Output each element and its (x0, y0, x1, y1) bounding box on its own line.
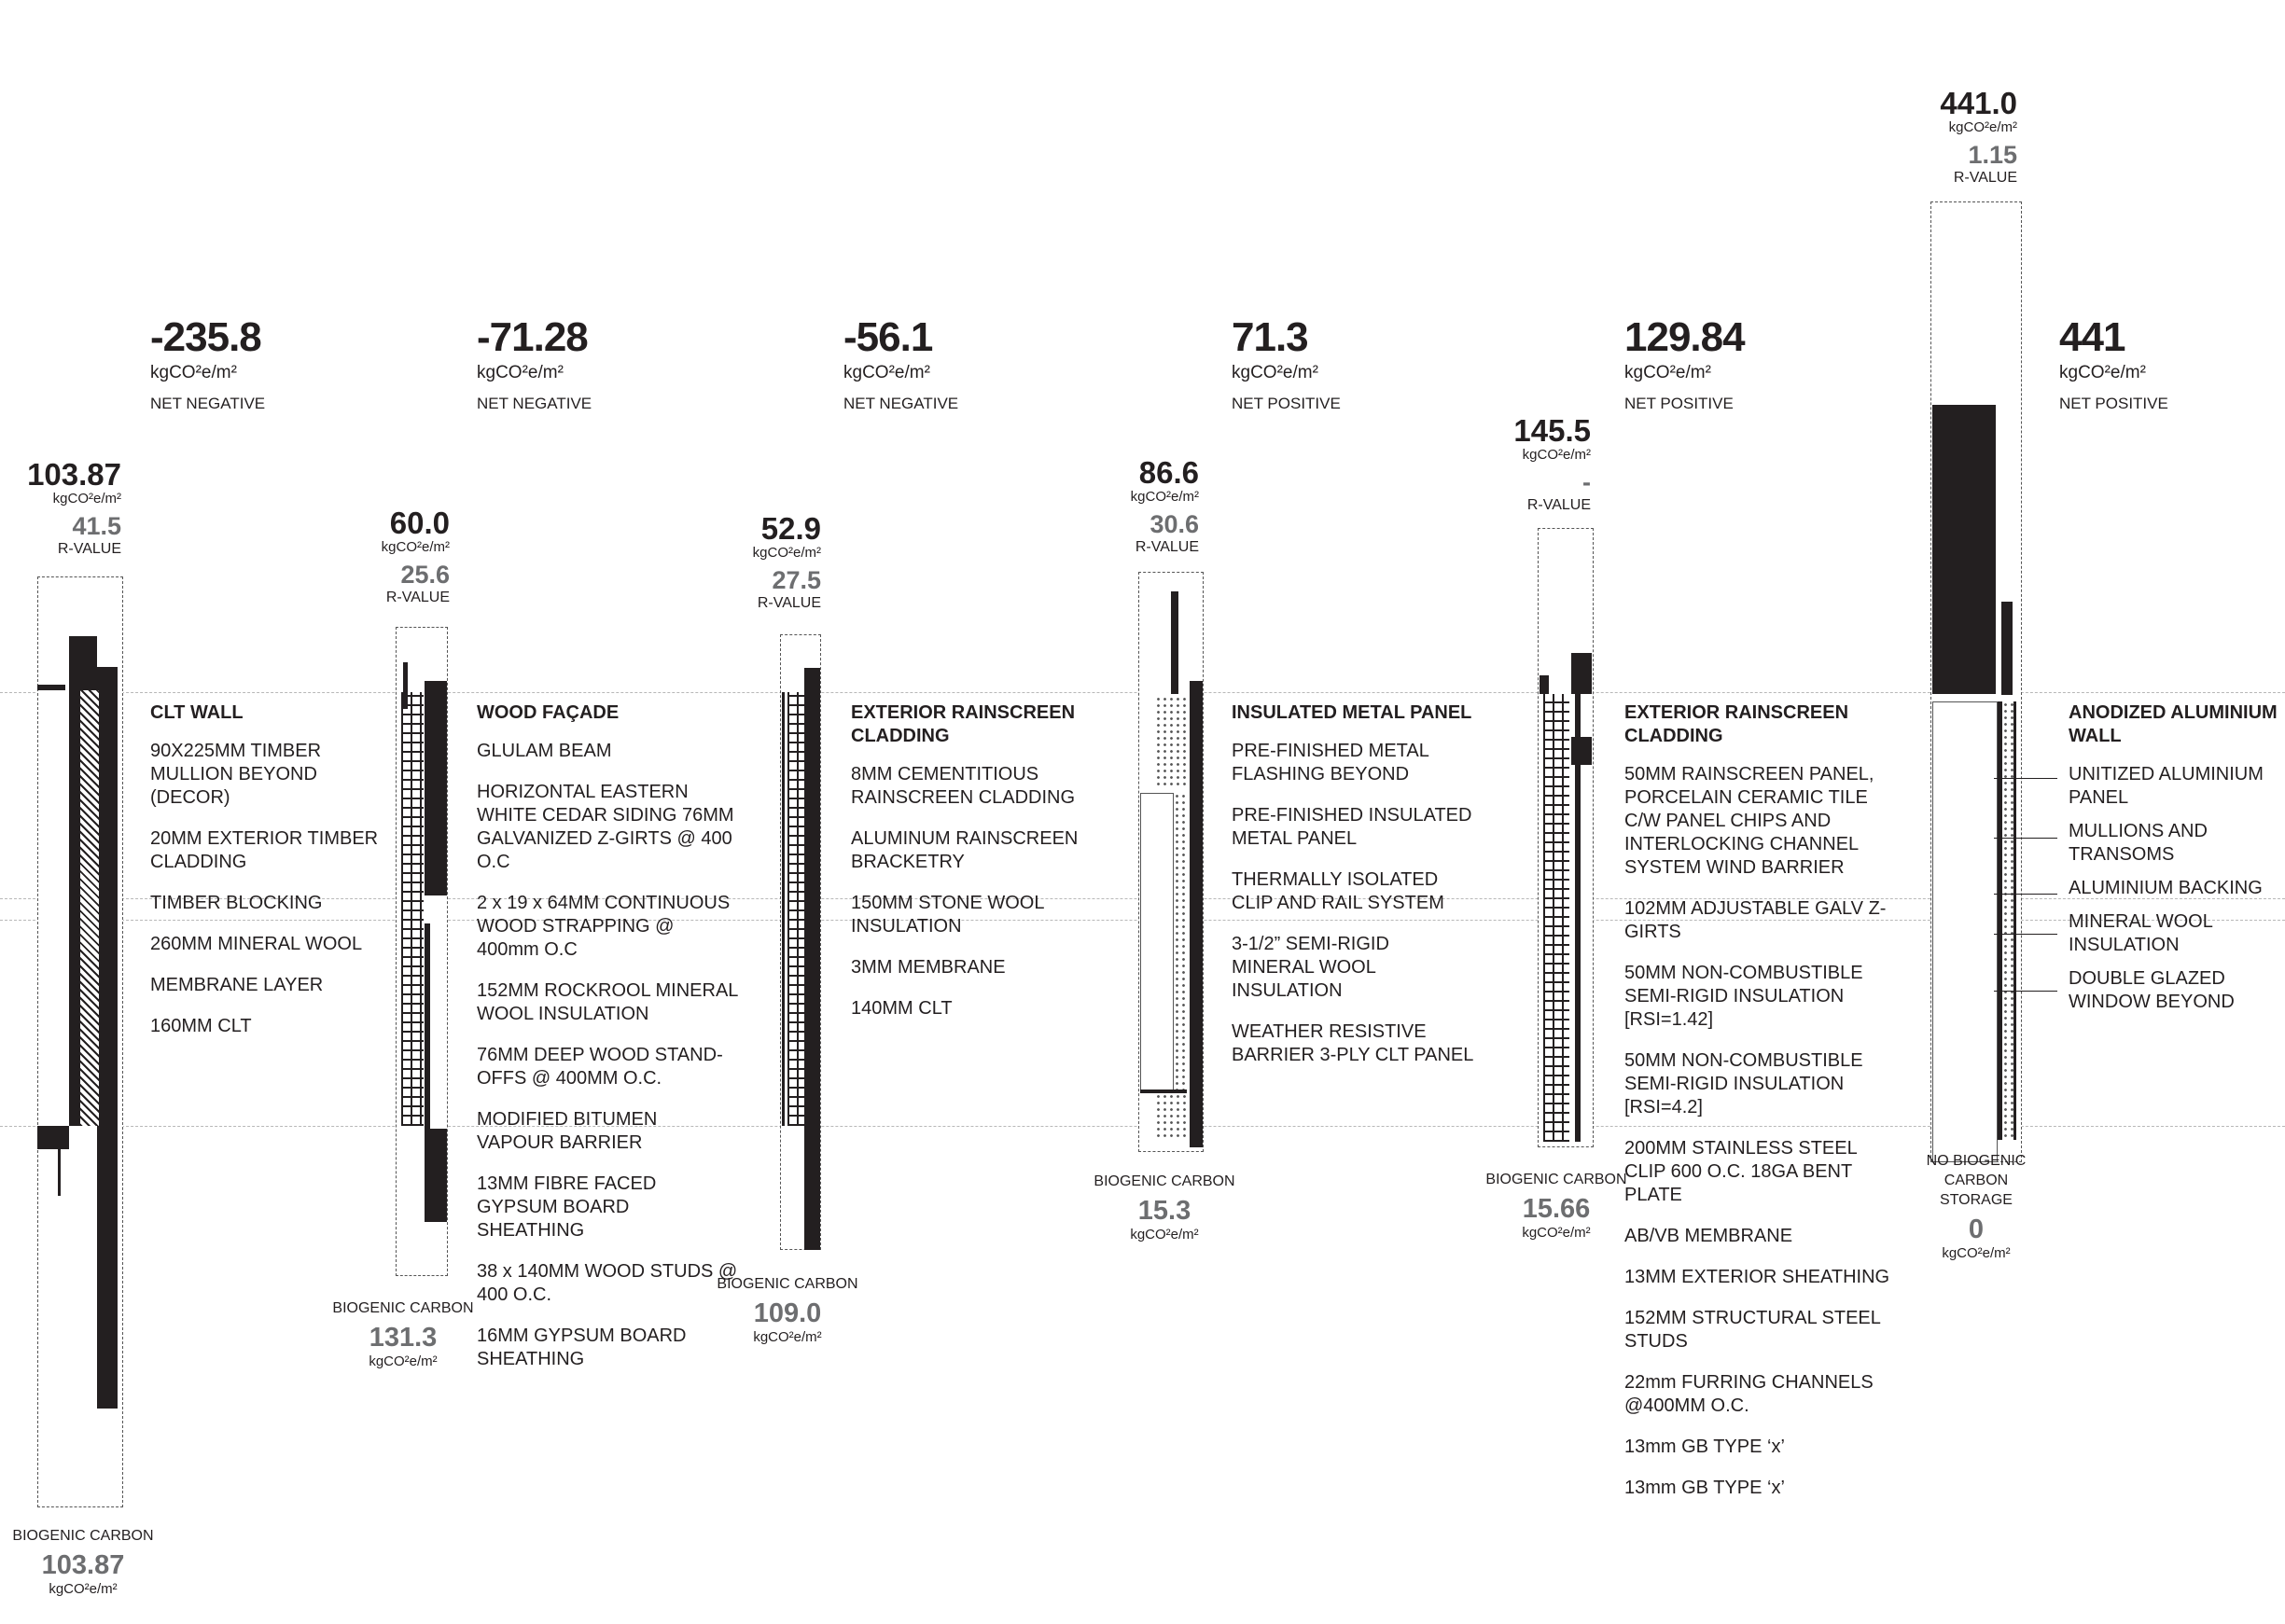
net-value: -235.8 (150, 314, 261, 360)
layer-item: 22mm FURRING CHANNELS @400MM O.C. (1624, 1372, 1874, 1416)
layer-item: 13MM EXTERIOR SHEATHING (1624, 1267, 1890, 1287)
embodied-unit: kgCO²e/m² (1130, 489, 1199, 505)
embodied-value: 60.0 (389, 506, 450, 540)
layer-item: ALUMINUM RAINSCREEN BRACKETRY (851, 828, 1079, 872)
layer-item: 140MM CLT (851, 998, 953, 1019)
net-value: 441 (2059, 314, 2125, 360)
layer-item: MODIFIED BITUMEN VAPOUR BARRIER (477, 1109, 658, 1153)
layer-item: 152MM ROCKROOL MINERAL WOOL INSULATION (477, 980, 738, 1024)
layer-item: 76MM DEEP WOOD STAND-OFFS @ 400MM O.C. (477, 1045, 723, 1089)
r-value-label: R-VALUE (1135, 539, 1199, 555)
net-status: NET POSITIVE (2059, 395, 2168, 412)
layer-list (1232, 701, 1474, 1085)
r-value: 41.5 (72, 512, 121, 540)
layer-item: 50MM NON-COMBUSTIBLE SEMI-RIGID INSULATION [RSI=1.42] (1624, 963, 1863, 1030)
layer-item: 50MM RAINSCREEN PANEL, PORCELAIN CERAMIC TILE C/W PANEL CHIPS AND INTERLOCKING CHANNEL SYSTEM WIND BARRIER (1624, 764, 1874, 878)
layer-list (477, 701, 738, 1389)
layer-item: 3MM MEMBRANE (851, 957, 1006, 978)
net-unit: kgCO²e/m² (1624, 363, 1711, 382)
layer-item: 260MM MINERAL WOOL (150, 934, 363, 954)
r-value-label: R-VALUE (1953, 170, 2017, 186)
layer-item: UNITIZED ALUMINIUM PANEL (2069, 764, 2264, 808)
layer-item: HORIZONTAL EASTERN WHITE CEDAR SIDING 76MM GALVANIZED Z-GIRTS @ 400 O.C (477, 782, 734, 872)
net-status: NET NEGATIVE (150, 395, 266, 412)
biogenic-carbon (713, 1274, 862, 1346)
layer-item: ALUMINIUM BACKING (2069, 878, 2263, 898)
net-unit: kgCO²e/m² (150, 363, 237, 382)
layer-item: DOUBLE GLAZED WINDOW BEYOND (2069, 968, 2235, 1012)
biogenic-carbon (4, 1526, 162, 1598)
embodied-carbon (653, 513, 821, 612)
r-value-label: R-VALUE (385, 590, 450, 605)
biogenic-label: NO BIOGENIC CARBON STORAGE (1926, 1153, 2027, 1208)
layer-item: 102MM ADJUSTABLE GALV Z-GIRTS (1624, 898, 1887, 942)
embodied-unit: kgCO²e/m² (1522, 447, 1591, 463)
layer-item: 20MM EXTERIOR TIMBER CLADDING (150, 828, 379, 872)
net-status: NET NEGATIVE (477, 395, 592, 412)
biogenic-unit: kgCO²e/m² (369, 1353, 438, 1369)
system-title: EXTERIOR RAINSCREEN CLADDING (851, 702, 1076, 746)
system-title: ANODIZED ALUMINIUM WALL (2069, 702, 2278, 746)
system-title: INSULATED METAL PANEL (1232, 702, 1472, 723)
biogenic-unit: kgCO²e/m² (1942, 1245, 2011, 1261)
net-value: -71.28 (477, 314, 588, 360)
layer-item: MULLIONS AND TRANSOMS (2069, 821, 2208, 865)
system-title: WOOD FAÇADE (477, 702, 620, 723)
layer-item: 8MM CEMENTITIOUS RAINSCREEN CLADDING (851, 764, 1076, 808)
layer-item: 90X225MM TIMBER MULLION BEYOND (DECOR) (150, 741, 322, 808)
layer-list (851, 701, 1103, 1038)
system-title: CLT WALL (150, 702, 244, 723)
layer-item: MINERAL WOOL INSULATION (2069, 911, 2213, 955)
r-value-label: R-VALUE (57, 541, 121, 557)
r-value: 27.5 (772, 566, 821, 594)
biogenic-value: 109.0 (753, 1298, 822, 1328)
r-value: 1.15 (1968, 141, 2017, 169)
layer-item: 13MM FIBRE FACED GYPSUM BOARD SHEATHING (477, 1173, 657, 1241)
net-value: 129.84 (1624, 314, 1745, 360)
embodied-unit: kgCO²e/m² (1948, 119, 2017, 135)
layer-item: MEMBRANE LAYER (150, 975, 324, 995)
layer-item: 38 x 140MM WOOD STUDS @ 400 O.C. (477, 1261, 738, 1305)
embodied-carbon (1423, 415, 1591, 514)
embodied-value: 441.0 (1940, 86, 2017, 120)
net-carbon (150, 314, 266, 414)
biogenic-value: 0 (1968, 1215, 1985, 1244)
r-value: - (1582, 468, 1591, 496)
biogenic-label: BIOGENIC CARBON (717, 1276, 858, 1292)
layer-item: WEATHER RESISTIVE BARRIER 3-PLY CLT PANEL (1232, 1021, 1474, 1065)
embodied-carbon (1849, 88, 2017, 187)
layer-item: 13mm GB TYPE ‘x’ (1624, 1478, 1785, 1498)
layer-item: GLULAM BEAM (477, 741, 612, 761)
layer-item: 3-1/2” SEMI-RIGID MINERAL WOOL INSULATION (1232, 934, 1389, 1001)
embodied-value: 145.5 (1513, 413, 1591, 448)
biogenic-carbon (1482, 1170, 1631, 1242)
system-title: EXTERIOR RAINSCREEN CLADDING (1624, 702, 1849, 746)
layer-list (2069, 701, 2283, 1024)
layer-item: 150MM STONE WOOL INSULATION (851, 893, 1044, 937)
embodied-carbon (0, 459, 121, 558)
biogenic-unit: kgCO²e/m² (753, 1329, 822, 1345)
net-status: NET POSITIVE (1624, 395, 1734, 412)
embodied-value: 52.9 (760, 511, 821, 546)
biogenic-value: 131.3 (369, 1323, 438, 1353)
biogenic-label: BIOGENIC CARBON (12, 1528, 154, 1544)
net-value: -56.1 (843, 314, 933, 360)
net-value: 71.3 (1232, 314, 1308, 360)
net-carbon (843, 314, 959, 414)
net-unit: kgCO²e/m² (477, 363, 564, 382)
net-unit: kgCO²e/m² (1232, 363, 1318, 382)
net-status: NET NEGATIVE (843, 395, 959, 412)
net-unit: kgCO²e/m² (2059, 363, 2146, 382)
layer-item: PRE-FINISHED METAL FLASHING BEYOND (1232, 741, 1429, 784)
layer-item: 160MM CLT (150, 1016, 252, 1036)
biogenic-value: 15.3 (1137, 1196, 1191, 1226)
r-value: 25.6 (400, 561, 450, 589)
biogenic-unit: kgCO²e/m² (49, 1581, 118, 1597)
layer-item: PRE-FINISHED INSULATED METAL PANEL (1232, 805, 1472, 849)
layer-item: 16MM GYPSUM BOARD SHEATHING (477, 1326, 687, 1369)
biogenic-value: 15.66 (1522, 1194, 1591, 1224)
embodied-unit: kgCO²e/m² (52, 491, 121, 507)
biogenic-label: BIOGENIC CARBON (332, 1300, 474, 1316)
layer-item: THERMALLY ISOLATED CLIP AND RAIL SYSTEM (1232, 869, 1444, 913)
layer-item: 200MM STAINLESS STEEL CLIP 600 O.C. 18GA BENT PLATE (1624, 1138, 1857, 1205)
biogenic-carbon (1892, 1151, 2060, 1262)
embodied-carbon (1031, 457, 1199, 556)
biogenic-value: 103.87 (41, 1550, 125, 1580)
biogenic-carbon (328, 1298, 478, 1370)
biogenic-label: BIOGENIC CARBON (1094, 1173, 1235, 1189)
layer-item: 2 x 19 x 64MM CONTINUOUS WOOD STRAPPING @ 400mm O.C (477, 893, 731, 960)
biogenic-label: BIOGENIC CARBON (1485, 1172, 1627, 1187)
layer-list (1624, 701, 1895, 1518)
layer-list (150, 701, 393, 1056)
r-value-label: R-VALUE (757, 595, 821, 611)
biogenic-unit: kgCO²e/m² (1130, 1227, 1199, 1242)
layer-item: 13mm GB TYPE ‘x’ (1624, 1437, 1785, 1457)
layer-item: TIMBER BLOCKING (150, 893, 323, 913)
embodied-unit: kgCO²e/m² (752, 545, 821, 561)
embodied-value: 86.6 (1138, 455, 1199, 490)
biogenic-carbon (1090, 1172, 1239, 1243)
layer-item: AB/VB MEMBRANE (1624, 1226, 1793, 1246)
net-status: NET POSITIVE (1232, 395, 1341, 412)
layer-item: 50MM NON-COMBUSTIBLE SEMI-RIGID INSULATION [RSI=4.2] (1624, 1050, 1863, 1117)
layer-item: 152MM STRUCTURAL STEEL STUDS (1624, 1308, 1881, 1352)
net-carbon (1232, 314, 1341, 414)
net-carbon (1624, 314, 1745, 414)
r-value-label: R-VALUE (1526, 497, 1591, 513)
r-value: 30.6 (1149, 510, 1199, 538)
net-carbon (2059, 314, 2168, 414)
embodied-value: 103.87 (27, 457, 121, 492)
net-unit: kgCO²e/m² (843, 363, 930, 382)
biogenic-unit: kgCO²e/m² (1522, 1225, 1591, 1241)
embodied-unit: kgCO²e/m² (381, 539, 450, 555)
net-carbon (477, 314, 592, 414)
embodied-carbon (282, 507, 450, 606)
